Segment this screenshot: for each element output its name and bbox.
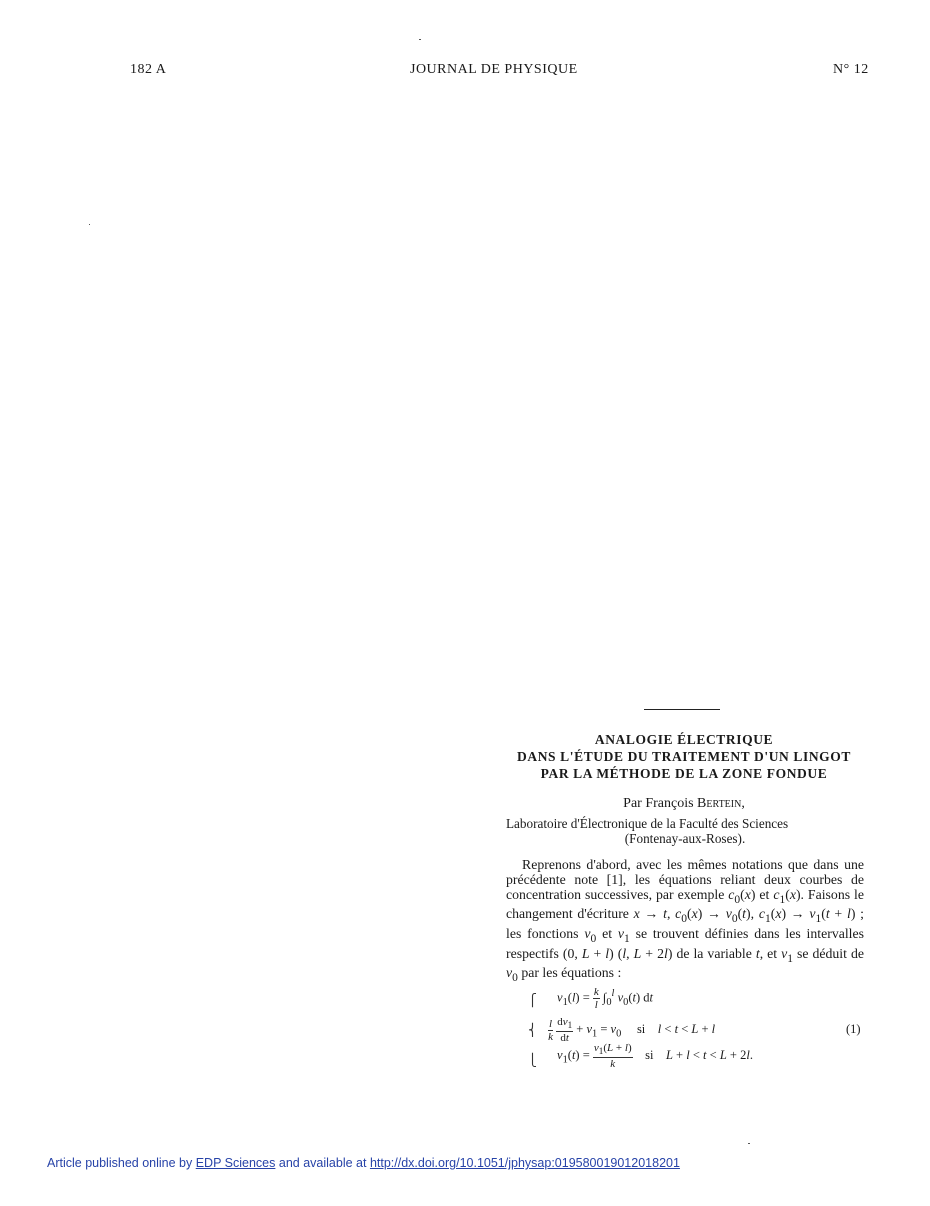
body-paragraph: Reprenons d'abord, avec les mêmes notations que dans une précédente note [1], les équations reliant deux courbes de concentration successives, par exemple $c_0(x)$ et $c_1(x)$. Faisons le changement d'écriture x → t, $c_0(x) \to v_0(t)$, $c_1(x) \to v_1(t + l)$ ; les fonctions $v_0$ et $v_1$ se trouvent définies dans les intervalles respectifs (0, L + l) (l, L + 2l) de la variable t, et $v_1$ se déduit de $v_0$ par les équations : (506, 857, 865, 985)
scan-speck (89, 224, 90, 225)
equation-line-1: $v_1(l)$ = $\frac{k}{l}$ $\int_0^l$ $v_0(t)$ dt (557, 986, 654, 1011)
running-head-journal: JOURNAL DE PHYSIQUE (410, 62, 578, 77)
author-line (500, 796, 868, 812)
issue-number: N° 12 (833, 62, 869, 77)
equation-line-2: $\frac{l}{k}$ $\frac{dv_1}{dt}$ + $v_1 = v_0$ si l < t < L + l (548, 1016, 716, 1045)
equation-number: (1) (846, 1022, 861, 1036)
section-separator-rule (644, 709, 720, 710)
article-title-line-2: DANS L'ÉTUDE DU TRAITEMENT D'UN LINGOT (517, 749, 851, 764)
affiliation (506, 817, 864, 846)
affiliation-line-1: Laboratoire d'Électronique de la Faculté des Sciences (506, 816, 789, 831)
scan-speck (419, 39, 421, 40)
scan-speck (748, 1143, 750, 1144)
equation-line-3: $v_1(t)$ = $\frac{v_1(L + l)}{k}$ si L + l < t < L + 2l. (557, 1042, 753, 1071)
author-prefix: Par François (623, 796, 694, 811)
footer-prefix: Article published online by (47, 1156, 193, 1170)
doi-link[interactable]: http://dx.doi.org/10.1051/jphysap:019580019012018201 (369, 1156, 680, 1170)
affiliation-line-2: (Fontenay-aux-Roses). (624, 830, 746, 846)
article-title-line-3: PAR LA MÉTHODE DE LA ZONE FONDUE (540, 766, 828, 781)
page-number: 182 A (130, 62, 167, 77)
article-title-line-1: ANALOGIE ÉLECTRIQUE (594, 732, 774, 747)
author-surname: Bertein, (697, 796, 745, 811)
system-brace: ⎧ ⎨ ⎩ (528, 993, 537, 1067)
publication-footer (47, 1156, 680, 1170)
footer-middle: and available at (278, 1156, 367, 1170)
publisher-link[interactable]: EDP Sciences (195, 1156, 276, 1170)
